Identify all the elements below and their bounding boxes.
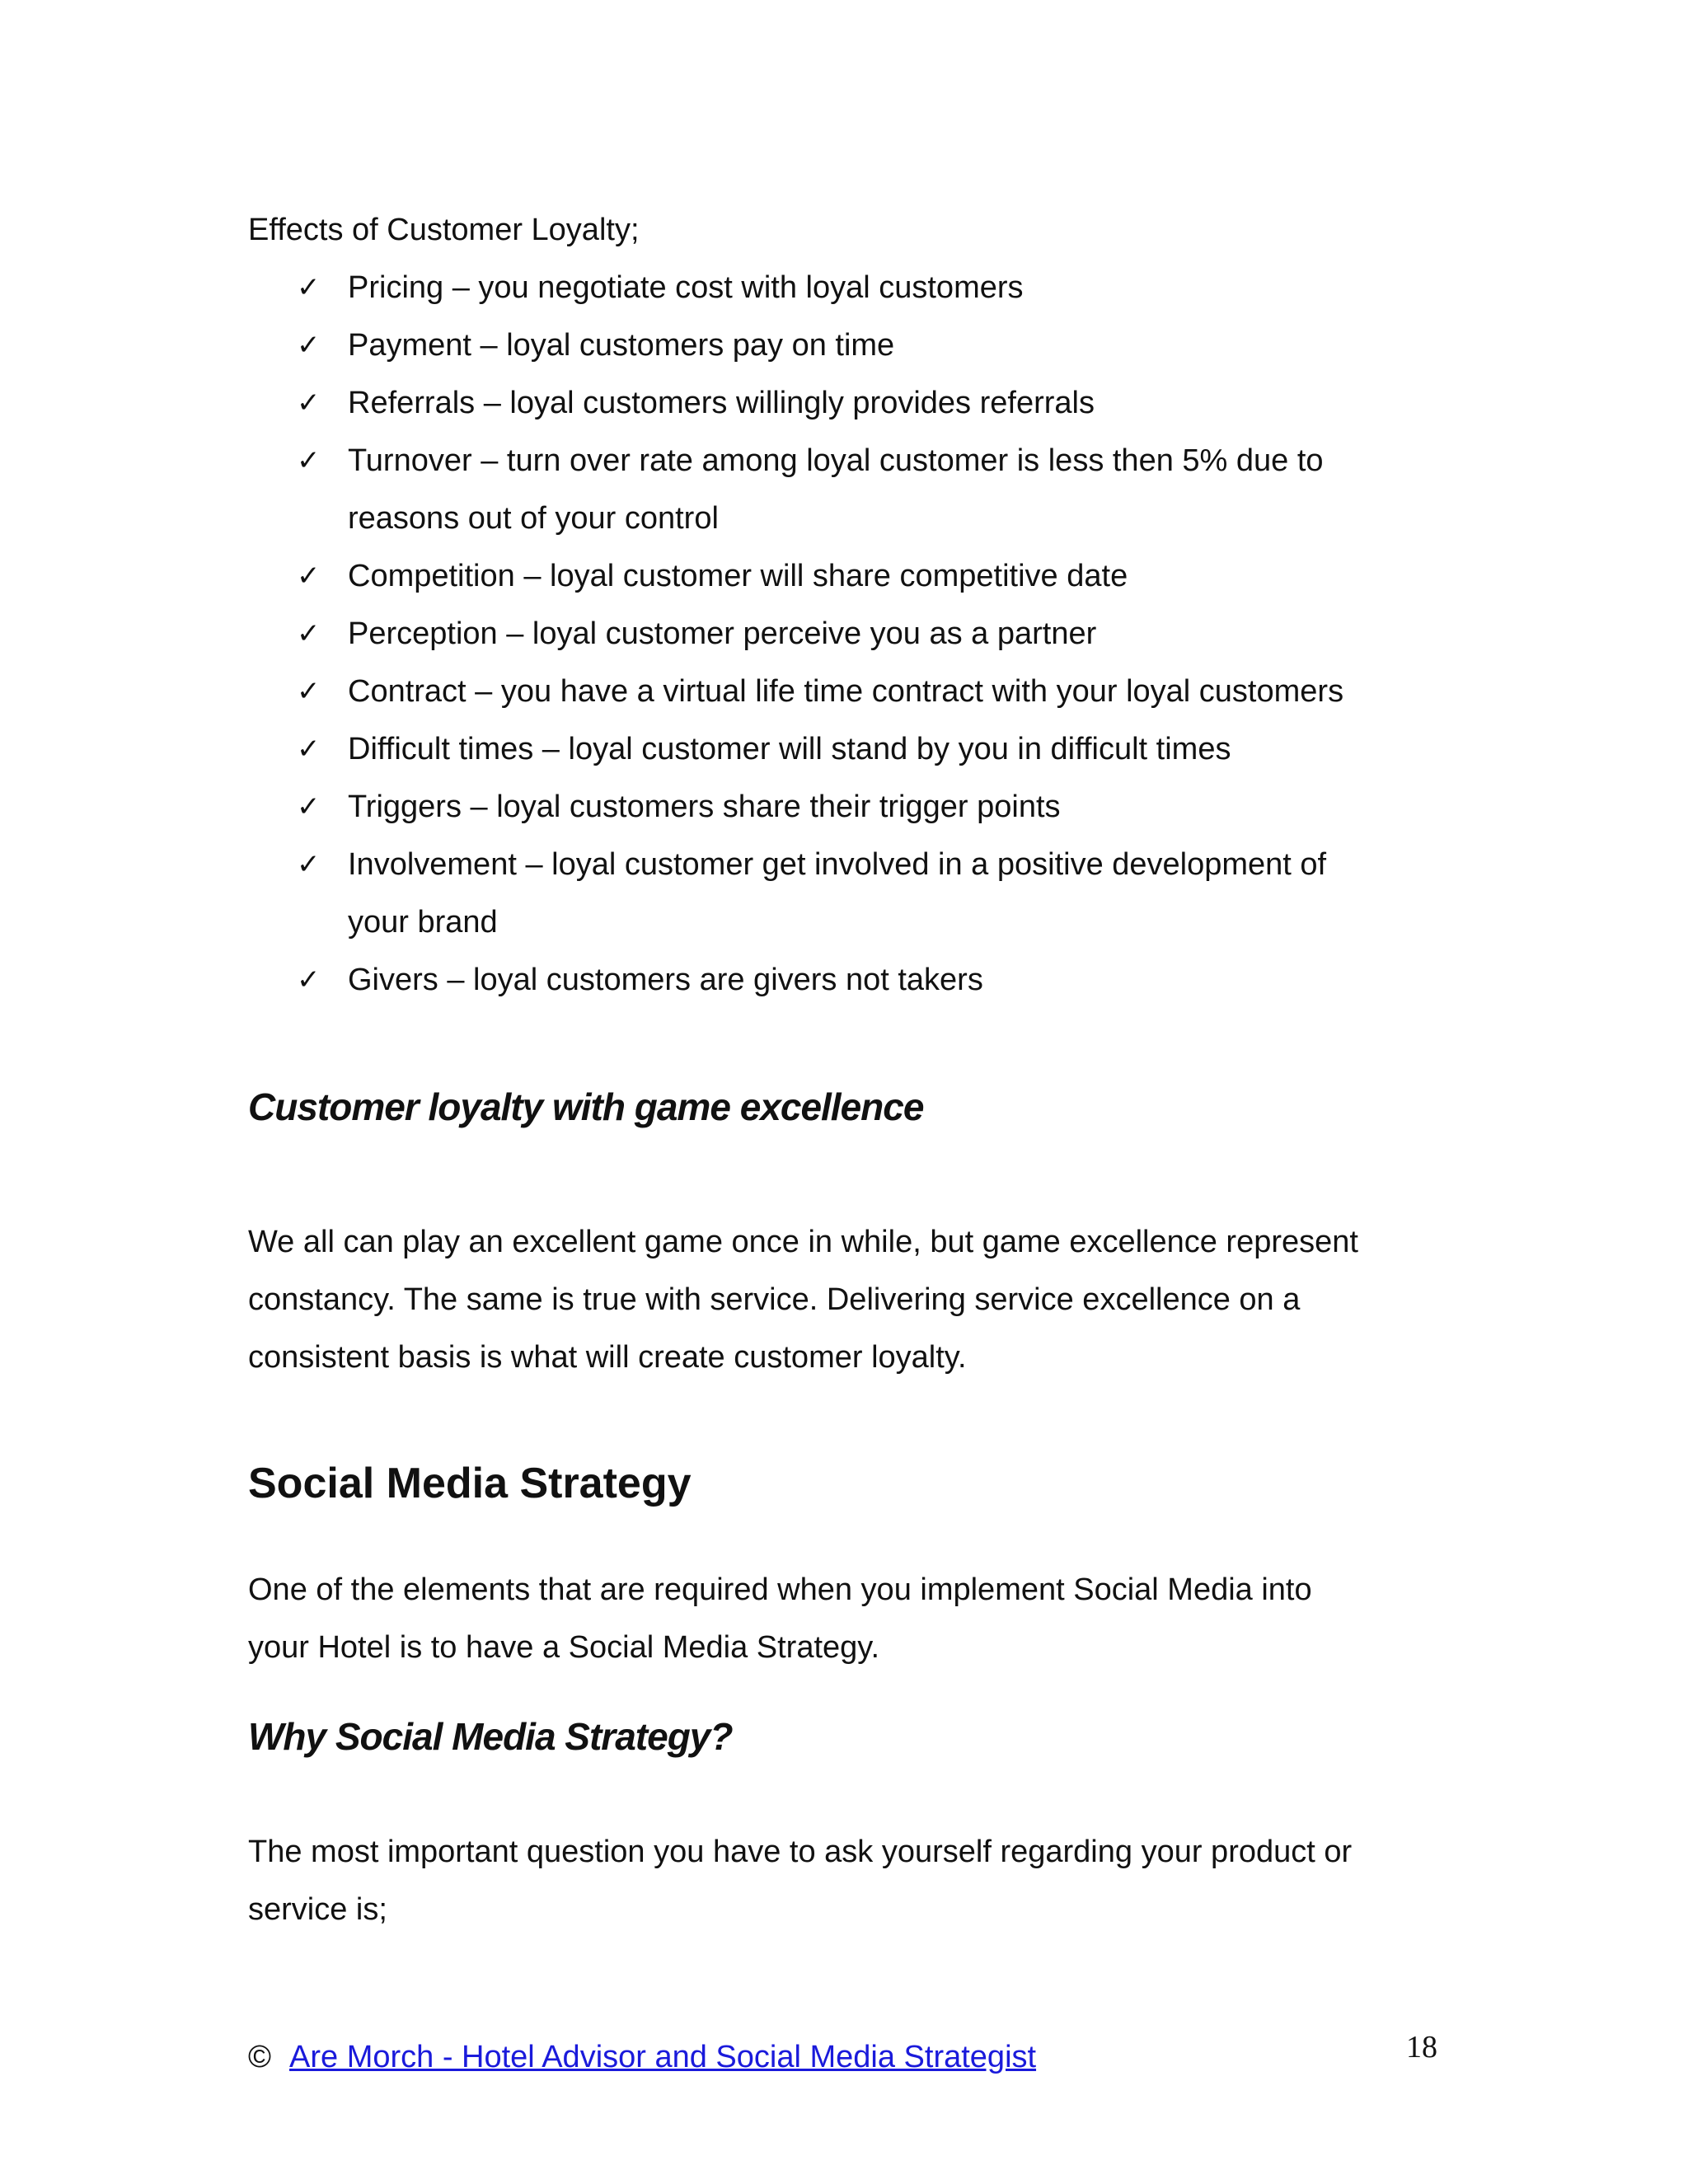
why-strategy-paragraph [248, 1823, 1451, 1938]
bullet-text: loyal customers pay on time [497, 328, 895, 363]
list-item [297, 720, 1451, 778]
list-item [297, 951, 1451, 1009]
checkmark-icon: ✓ [297, 387, 321, 419]
paragraph-line: service is; [248, 1892, 387, 1927]
bullet-text: – loyal customers willingly provides referrals [475, 386, 1095, 420]
page-number: 18 [1406, 2030, 1437, 2064]
checkmark-icon: ✓ [297, 733, 321, 766]
why-strategy-heading: Why Social Media Strategy? [248, 1715, 733, 1758]
bullet-term: Referrals [348, 386, 476, 420]
list-item [297, 259, 1451, 316]
bullet-term: Perception – [348, 616, 524, 651]
bullet-text: you negotiate cost with loyal customers [469, 270, 1024, 305]
paragraph-line: your Hotel is to have a Social Media Strategy. [248, 1630, 880, 1665]
checkmark-icon: ✓ [297, 848, 321, 881]
bullet-term: Payment – [348, 328, 498, 363]
checkmark-icon: ✓ [297, 329, 321, 362]
effects-list [297, 259, 1451, 1009]
bullet-term: Difficult times – [348, 732, 560, 766]
checkmark-icon: ✓ [297, 271, 321, 304]
copyright-icon: © [248, 2040, 271, 2074]
paragraph-line: constancy. The same is true with service. Delivering service excellence on a [248, 1282, 1301, 1317]
bullet-text: loyal customer get involved in a positive development of [542, 847, 1327, 882]
game-excellence-heading: Customer loyalty with game excellence [248, 1085, 924, 1128]
bullet-text: loyal customer will stand by you in difficult times [559, 732, 1231, 766]
bullet-text: – turn over rate among loyal customer is less then 5% due to [471, 443, 1324, 478]
social-media-paragraph [248, 1561, 1451, 1676]
paragraph-line: consistent basis is what will create customer loyalty. [248, 1340, 967, 1375]
bullet-term: Triggers – [348, 790, 488, 824]
list-item [297, 605, 1451, 663]
checkmark-icon: ✓ [297, 617, 321, 650]
paragraph-line: The most important question you have to ask yourself regarding your product or [248, 1835, 1353, 1869]
bullet-text: you have a virtual life time contract with your loyal customers [492, 674, 1344, 709]
effects-title: Effects of Customer Loyalty; [248, 213, 640, 247]
author-link[interactable]: Are Morch - Hotel Advisor and Social Media Strategist [289, 2040, 1037, 2074]
checkmark-icon: ✓ [297, 675, 321, 708]
bullet-text: loyal customer perceive you as a partner [523, 616, 1097, 651]
bullet-continuation: your brand [348, 905, 498, 940]
list-item [297, 778, 1451, 836]
social-media-heading: Social Media Strategy [248, 1460, 692, 1507]
checkmark-icon: ✓ [297, 560, 321, 593]
bullet-term: Pricing – [348, 270, 470, 305]
list-item [297, 836, 1451, 951]
game-excellence-paragraph [248, 1213, 1451, 1386]
bullet-continuation: reasons out of your control [348, 501, 719, 536]
checkmark-icon: ✓ [297, 963, 321, 996]
bullet-term: Contract – [348, 674, 493, 709]
bullet-text: loyal customers are givers not takers [464, 963, 983, 997]
list-item [297, 663, 1451, 720]
list-item [297, 316, 1451, 374]
bullet-text: loyal customer will share competitive date [541, 559, 1128, 593]
bullet-term: Involvement – [348, 847, 543, 882]
list-item [297, 547, 1451, 605]
paragraph-line: We all can play an excellent game once in while, but game excellence represent [248, 1225, 1358, 1259]
checkmark-icon: ✓ [297, 444, 321, 477]
list-item [297, 374, 1451, 432]
bullet-term: Givers – [348, 963, 465, 997]
paragraph-line: One of the elements that are required when you implement Social Media into [248, 1572, 1312, 1607]
bullet-term: Turnover [348, 443, 472, 478]
list-item [297, 432, 1451, 547]
bullet-term: Competition – [348, 559, 542, 593]
checkmark-icon: ✓ [297, 790, 321, 823]
bullet-text: loyal customers share their trigger points [487, 790, 1061, 824]
